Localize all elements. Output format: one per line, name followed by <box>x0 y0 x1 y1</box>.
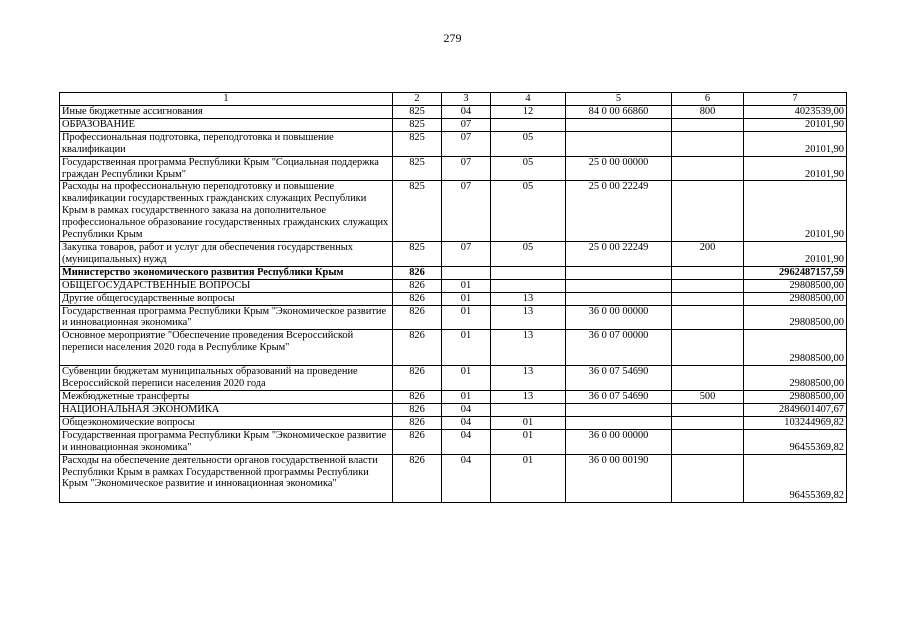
cell-expense-type <box>672 292 744 305</box>
cell-section: 04 <box>442 429 491 454</box>
page-number: 279 <box>443 31 462 45</box>
cell-amount: 96455369,82 <box>744 429 847 454</box>
table-row <box>60 366 847 391</box>
cell-name: Закупка товаров, работ и услуг для обеспечения государственных (муниципальных) нужд <box>60 241 393 266</box>
cell-subsection: 13 <box>491 305 566 330</box>
header-cell-6: 6 <box>672 93 744 106</box>
cell-target-article: 36 0 00 00000 <box>566 305 672 330</box>
cell-expense-type <box>672 131 744 156</box>
cell-section: 07 <box>442 156 491 181</box>
cell-name: Расходы на обеспечение деятельности органов государственной власти Республики Крым в рамках Государственной программы Республики Крым "Экономическое развитие и инновационная экономика" <box>60 454 393 502</box>
cell-subsection: 05 <box>491 131 566 156</box>
cell-section <box>442 266 491 279</box>
table-row <box>60 131 847 156</box>
cell-subsection <box>491 279 566 292</box>
cell-target-article <box>566 279 672 292</box>
cell-amount: 20101,90 <box>744 156 847 181</box>
cell-admin-code: 826 <box>393 279 442 292</box>
cell-subsection <box>491 118 566 131</box>
cell-subsection: 05 <box>491 181 566 242</box>
cell-subsection: 13 <box>491 292 566 305</box>
cell-amount: 4023539,00 <box>744 106 847 119</box>
cell-name: НАЦИОНАЛЬНАЯ ЭКОНОМИКА <box>60 404 393 417</box>
cell-subsection: 12 <box>491 106 566 119</box>
cell-subsection: 13 <box>491 366 566 391</box>
cell-amount: 96455369,82 <box>744 454 847 502</box>
cell-name: Профессиональная подготовка, переподготовка и повышение квалификации <box>60 131 393 156</box>
cell-target-article: 25 0 00 22249 <box>566 181 672 242</box>
cell-subsection: 01 <box>491 454 566 502</box>
cell-section: 01 <box>442 305 491 330</box>
table-row <box>60 330 847 366</box>
cell-name: Государственная программа Республики Крым "Социальная поддержка граждан Республики Крым" <box>60 156 393 181</box>
cell-target-article <box>566 118 672 131</box>
cell-admin-code: 826 <box>393 292 442 305</box>
cell-amount: 2962487157,59 <box>744 266 847 279</box>
table-row <box>60 266 847 279</box>
cell-admin-code: 826 <box>393 404 442 417</box>
cell-section: 04 <box>442 416 491 429</box>
table-row <box>60 454 847 502</box>
cell-section: 04 <box>442 404 491 417</box>
cell-subsection: 13 <box>491 391 566 404</box>
cell-amount: 20101,90 <box>744 131 847 156</box>
cell-expense-type <box>672 429 744 454</box>
cell-section: 01 <box>442 366 491 391</box>
cell-expense-type: 500 <box>672 391 744 404</box>
cell-section: 04 <box>442 454 491 502</box>
cell-target-article <box>566 404 672 417</box>
cell-name: ОБЩЕГОСУДАРСТВЕННЫЕ ВОПРОСЫ <box>60 279 393 292</box>
cell-amount: 2849601407,67 <box>744 404 847 417</box>
cell-amount: 20101,90 <box>744 181 847 242</box>
cell-name: Общеэкономические вопросы <box>60 416 393 429</box>
cell-expense-type <box>672 416 744 429</box>
cell-expense-type <box>672 330 744 366</box>
cell-target-article: 36 0 07 54690 <box>566 366 672 391</box>
cell-target-article: 36 0 00 00190 <box>566 454 672 502</box>
cell-expense-type <box>672 156 744 181</box>
cell-amount: 29808500,00 <box>744 330 847 366</box>
cell-amount: 103244969,82 <box>744 416 847 429</box>
cell-expense-type <box>672 366 744 391</box>
cell-name: Министерство экономического развития Республики Крым <box>60 266 393 279</box>
table-row <box>60 391 847 404</box>
cell-target-article <box>566 131 672 156</box>
cell-subsection: 05 <box>491 241 566 266</box>
cell-section: 07 <box>442 131 491 156</box>
header-cell-7: 7 <box>744 93 847 106</box>
cell-expense-type <box>672 454 744 502</box>
cell-subsection: 05 <box>491 156 566 181</box>
cell-section: 07 <box>442 181 491 242</box>
cell-amount: 29808500,00 <box>744 366 847 391</box>
cell-expense-type <box>672 118 744 131</box>
cell-target-article: 25 0 00 22249 <box>566 241 672 266</box>
cell-admin-code: 825 <box>393 241 442 266</box>
table-row <box>60 118 847 131</box>
cell-amount: 29808500,00 <box>744 391 847 404</box>
table-row <box>60 292 847 305</box>
cell-section: 01 <box>442 292 491 305</box>
cell-name: Государственная программа Республики Крым "Экономическое развитие и инновационная экономика" <box>60 305 393 330</box>
cell-subsection: 13 <box>491 330 566 366</box>
cell-name: Основное мероприятие "Обеспечение проведения Всероссийской переписи населения 2020 года в Республике Крым" <box>60 330 393 366</box>
table-row <box>60 156 847 181</box>
cell-expense-type <box>672 279 744 292</box>
cell-target-article <box>566 416 672 429</box>
cell-admin-code: 826 <box>393 429 442 454</box>
cell-admin-code: 825 <box>393 156 442 181</box>
table-row <box>60 305 847 330</box>
cell-name: Субвенции бюджетам муниципальных образований на проведение Всероссийской переписи населения 2020 года <box>60 366 393 391</box>
cell-expense-type <box>672 266 744 279</box>
cell-subsection <box>491 404 566 417</box>
table-row <box>60 416 847 429</box>
cell-target-article <box>566 292 672 305</box>
cell-expense-type <box>672 305 744 330</box>
cell-expense-type <box>672 181 744 242</box>
table-row <box>60 429 847 454</box>
cell-target-article: 25 0 00 00000 <box>566 156 672 181</box>
cell-expense-type: 200 <box>672 241 744 266</box>
cell-amount: 29808500,00 <box>744 292 847 305</box>
table-row <box>60 181 847 242</box>
cell-admin-code: 826 <box>393 366 442 391</box>
cell-name: Расходы на профессиональную переподготовку и повышение квалификации государственных гражданских служащих Республики Крым в рамках государственного заказа на дополнительное профессиональное образование государственных гражданских служащих Республики Крым <box>60 181 393 242</box>
cell-amount: 29808500,00 <box>744 279 847 292</box>
header-cell-5: 5 <box>566 93 672 106</box>
cell-admin-code: 826 <box>393 266 442 279</box>
cell-name: Межбюджетные трансферты <box>60 391 393 404</box>
budget-table <box>59 92 847 503</box>
cell-section: 01 <box>442 330 491 366</box>
header-cell-4: 4 <box>491 93 566 106</box>
cell-admin-code: 826 <box>393 305 442 330</box>
cell-section: 01 <box>442 279 491 292</box>
cell-amount: 20101,90 <box>744 118 847 131</box>
cell-amount: 29808500,00 <box>744 305 847 330</box>
table-row <box>60 106 847 119</box>
table-row <box>60 279 847 292</box>
cell-admin-code: 826 <box>393 330 442 366</box>
cell-admin-code: 825 <box>393 118 442 131</box>
cell-amount: 20101,90 <box>744 241 847 266</box>
cell-admin-code: 826 <box>393 454 442 502</box>
cell-admin-code: 825 <box>393 106 442 119</box>
cell-admin-code: 825 <box>393 131 442 156</box>
cell-subsection: 01 <box>491 429 566 454</box>
cell-admin-code: 826 <box>393 391 442 404</box>
cell-expense-type: 800 <box>672 106 744 119</box>
cell-section: 07 <box>442 118 491 131</box>
table-row <box>60 241 847 266</box>
table-header-row <box>60 93 847 106</box>
cell-target-article: 84 0 00 66860 <box>566 106 672 119</box>
header-cell-3: 3 <box>442 93 491 106</box>
cell-admin-code: 825 <box>393 181 442 242</box>
cell-name: Государственная программа Республики Крым "Экономическое развитие и инновационная экономика" <box>60 429 393 454</box>
cell-section: 04 <box>442 106 491 119</box>
header-cell-2: 2 <box>393 93 442 106</box>
cell-target-article: 36 0 00 00000 <box>566 429 672 454</box>
cell-name: Другие общегосударственные вопросы <box>60 292 393 305</box>
cell-section: 07 <box>442 241 491 266</box>
cell-section: 01 <box>442 391 491 404</box>
table-row <box>60 404 847 417</box>
cell-target-article: 36 0 07 00000 <box>566 330 672 366</box>
cell-target-article <box>566 266 672 279</box>
cell-expense-type <box>672 404 744 417</box>
cell-name: ОБРАЗОВАНИЕ <box>60 118 393 131</box>
header-cell-1: 1 <box>60 93 393 106</box>
cell-admin-code: 826 <box>393 416 442 429</box>
cell-subsection: 01 <box>491 416 566 429</box>
cell-target-article: 36 0 07 54690 <box>566 391 672 404</box>
cell-name: Иные бюджетные ассигнования <box>60 106 393 119</box>
cell-subsection <box>491 266 566 279</box>
